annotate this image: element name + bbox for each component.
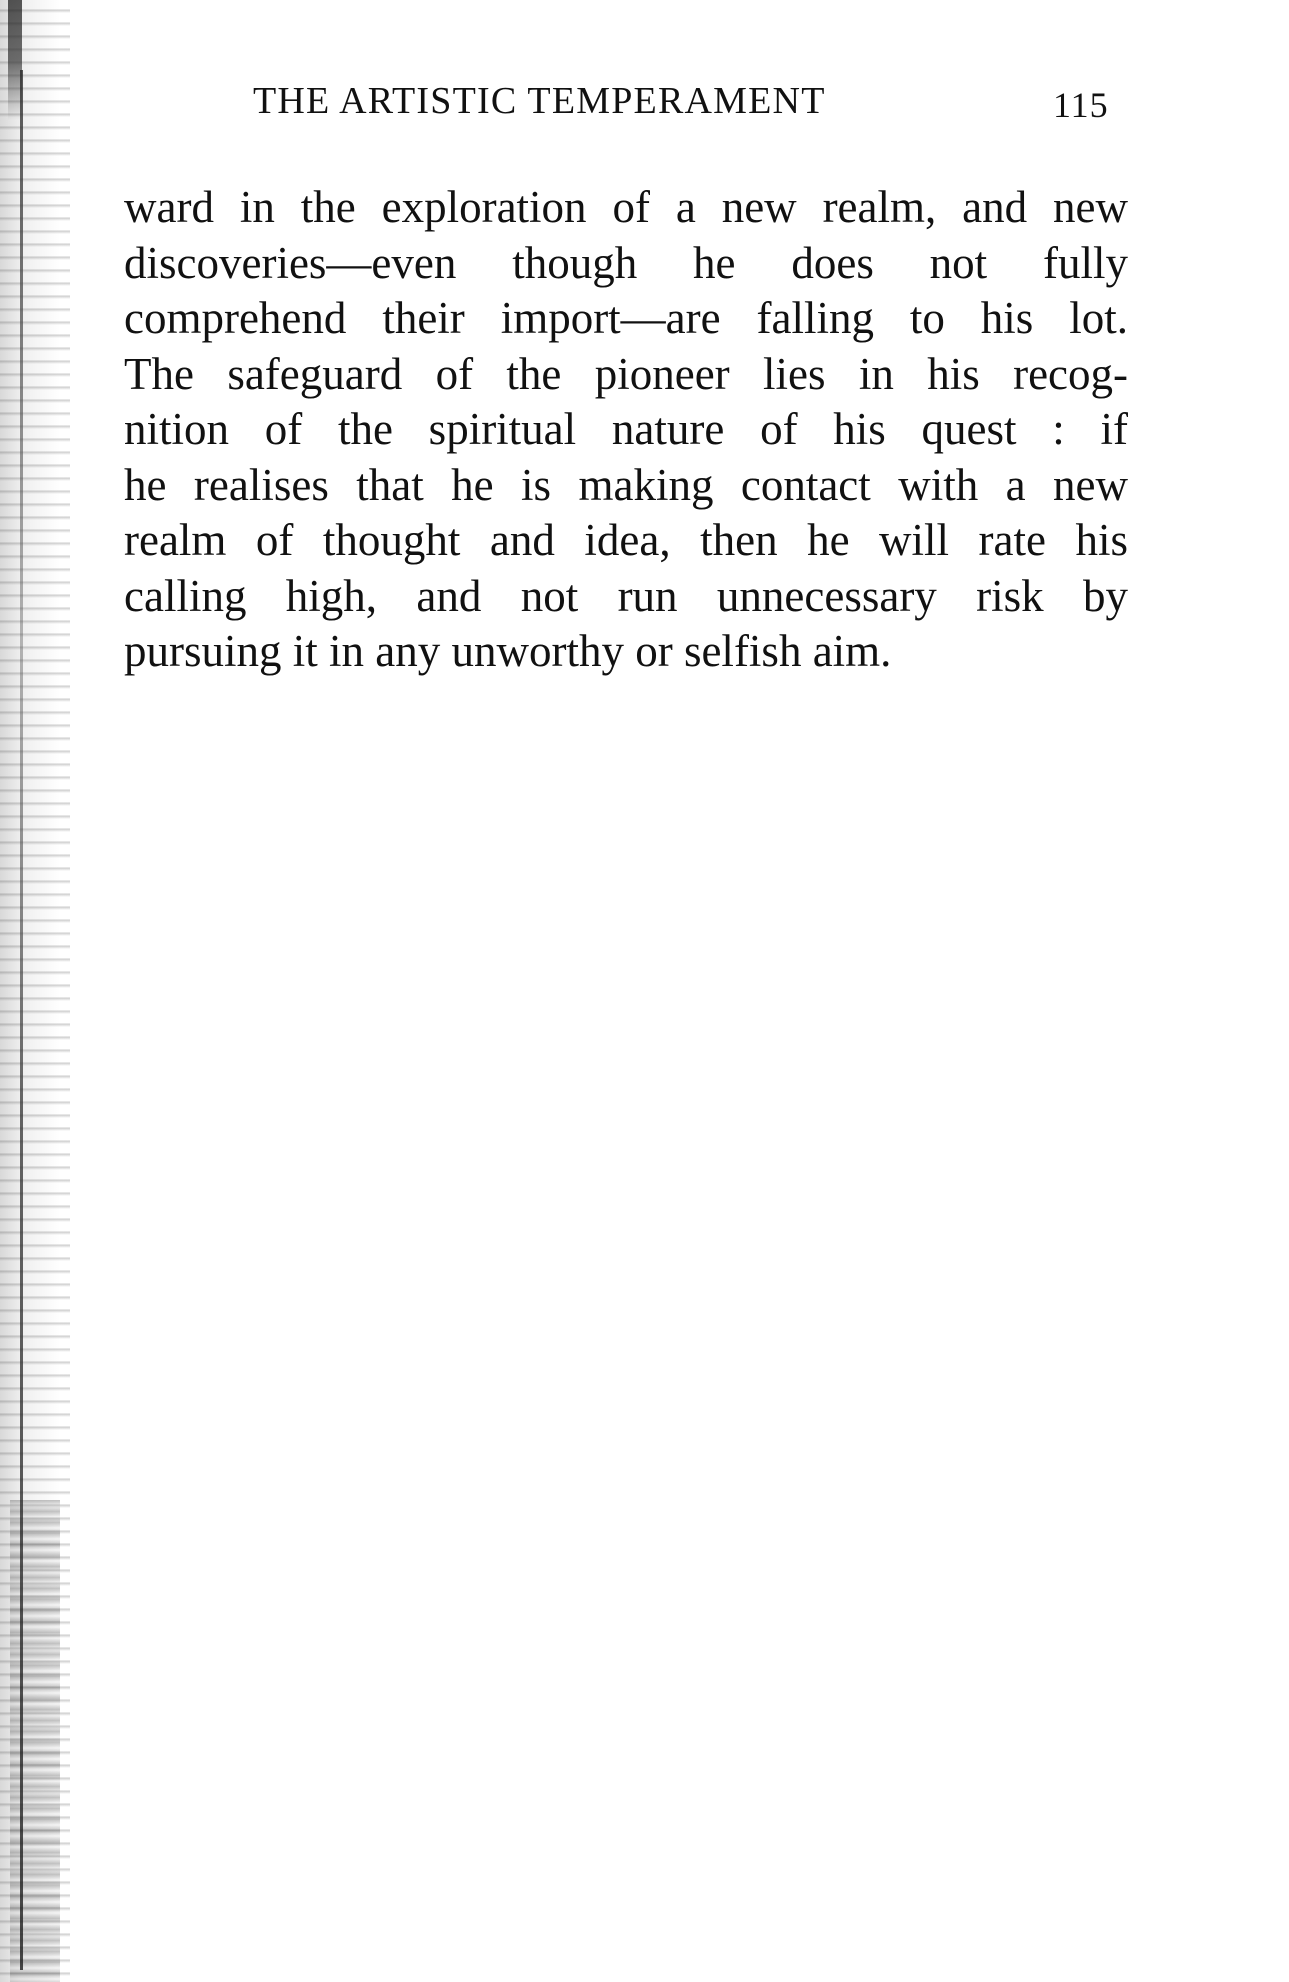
text-line: pursuing it in any unworthy or selfish aim. <box>124 626 892 676</box>
text-line: he realises that he is making contact with a new <box>124 459 1128 510</box>
text-line: comprehend their import—are falling to his lot. <box>124 293 1128 343</box>
text-line: calling high, and not run unnecessary risk by <box>124 570 1128 621</box>
page-number: 115 <box>1053 85 1109 125</box>
text-line: realm of thought and idea, then he will rate his <box>124 515 1128 565</box>
text-line: nition of the spiritual nature of his quest : if <box>124 404 1128 454</box>
text-line: discoveries—even though he does not fully <box>124 237 1128 288</box>
text-line: ward in the exploration of a new realm, and new <box>124 182 1128 232</box>
running-head-title: THE ARTISTIC TEMPERAMENT <box>253 80 826 122</box>
body-paragraph <box>124 180 1128 680</box>
scan-gutter-noise <box>10 1500 60 1982</box>
text-line: The safeguard of the pioneer lies in his recog- <box>124 348 1128 399</box>
running-head <box>253 76 1133 126</box>
